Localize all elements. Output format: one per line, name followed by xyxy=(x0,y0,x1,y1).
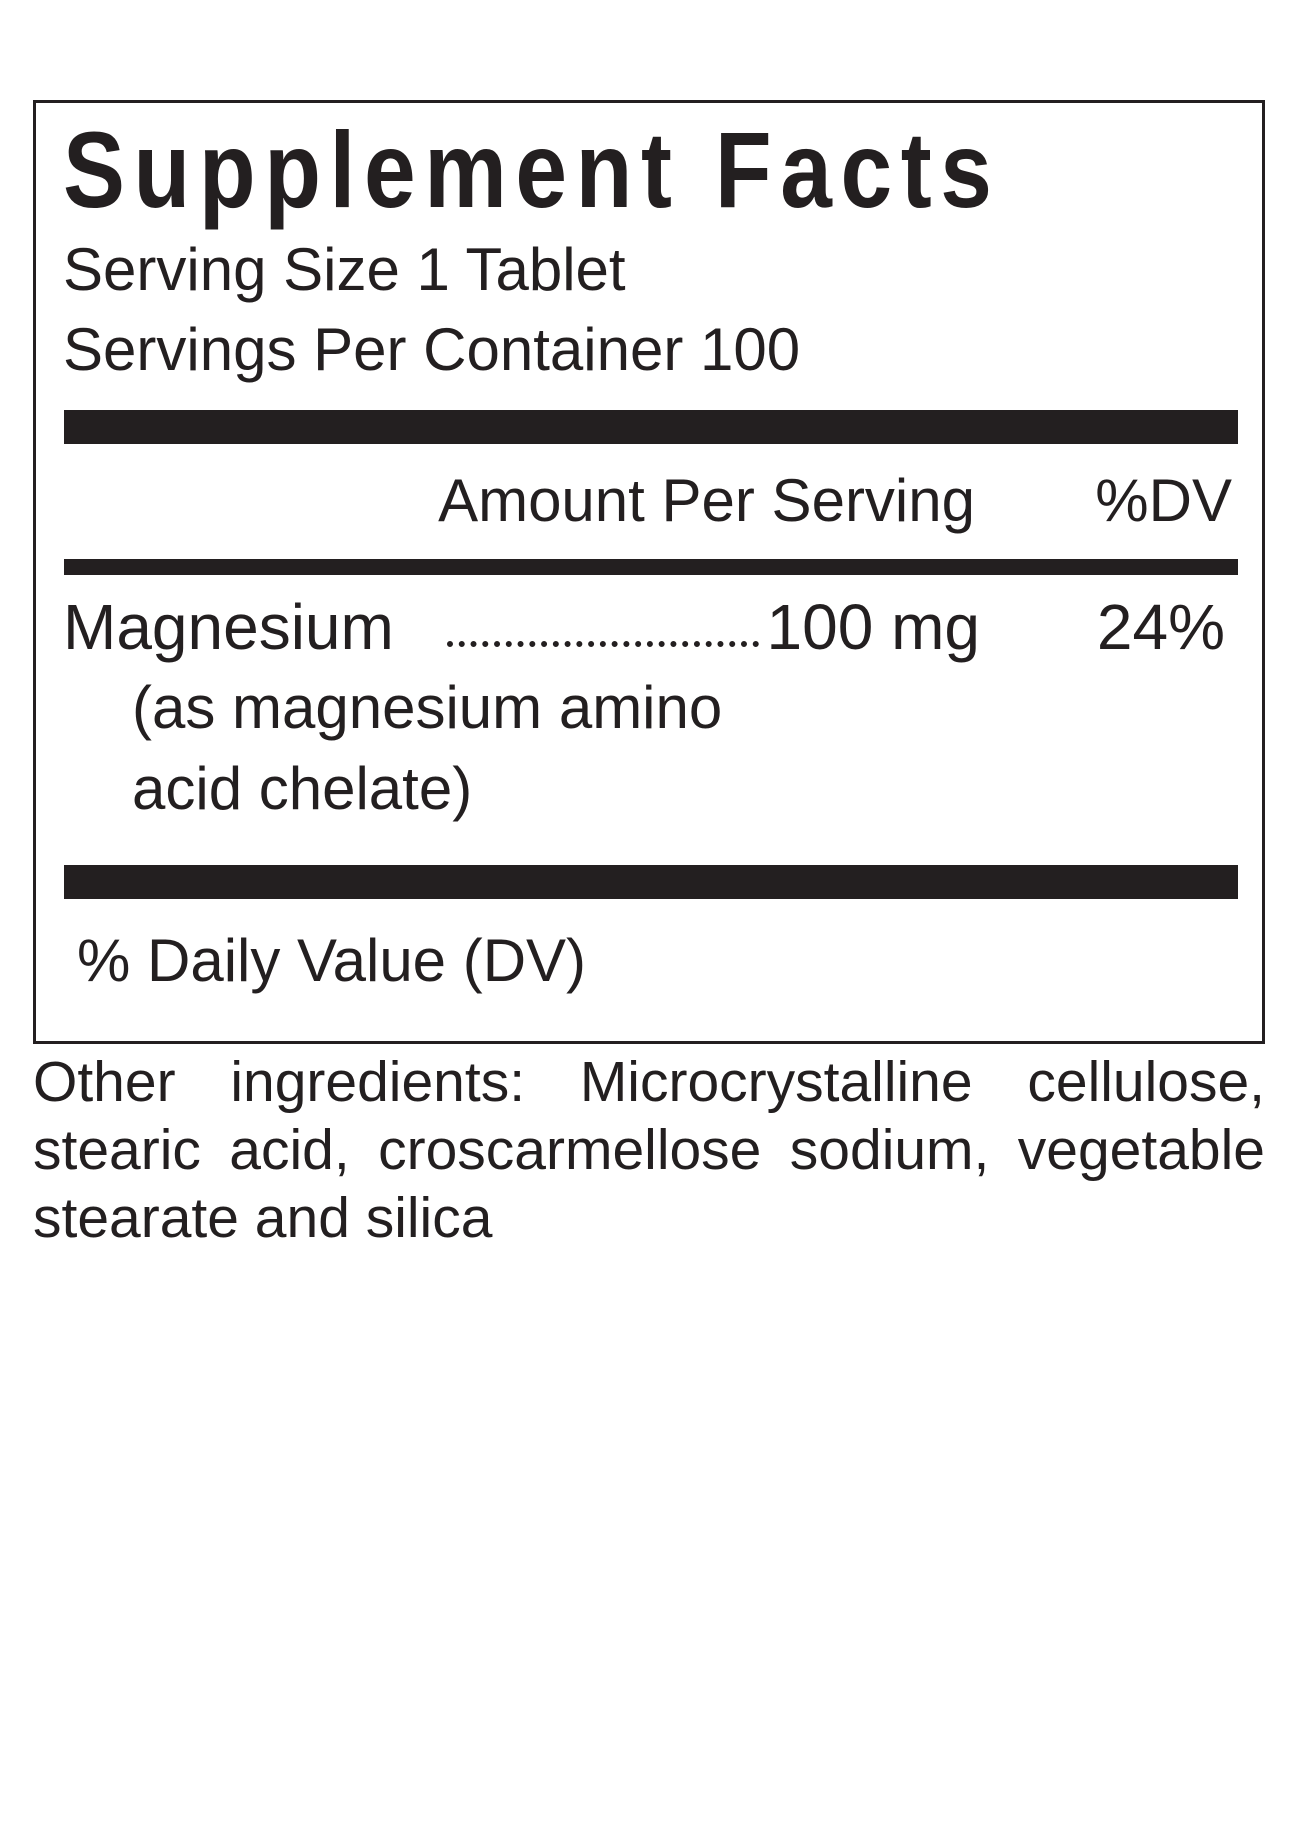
other-ingredients: Other ingredients: Microcrystalline cellulose, stearic acid, croscarmellose sodium, vegetable stearate and silica xyxy=(33,1050,1265,1250)
nutrient-source-line: (as magnesium amino xyxy=(132,674,723,741)
label-title: Supplement Facts xyxy=(63,109,1001,230)
supplement-facts-panel xyxy=(33,100,1265,1044)
daily-value-footnote: % Daily Value (DV) xyxy=(77,927,587,994)
thick-divider-top xyxy=(64,410,1238,444)
medium-divider xyxy=(64,559,1238,575)
nutrient-source-line: acid chelate) xyxy=(132,755,473,822)
nutrient-row xyxy=(63,589,1238,665)
servings-per-container: Servings Per Container 100 xyxy=(63,316,801,383)
nutrient-amount: 100 mg xyxy=(766,591,980,663)
dot-leader xyxy=(447,641,759,647)
daily-value-header: %DV xyxy=(1095,467,1232,534)
serving-size: Serving Size 1 Tablet xyxy=(63,236,626,303)
amount-per-serving-header: Amount Per Serving xyxy=(438,467,975,534)
thick-divider-bottom xyxy=(64,865,1238,899)
nutrient-name: Magnesium xyxy=(63,591,394,663)
nutrient-dv: 24% xyxy=(1096,591,1225,663)
